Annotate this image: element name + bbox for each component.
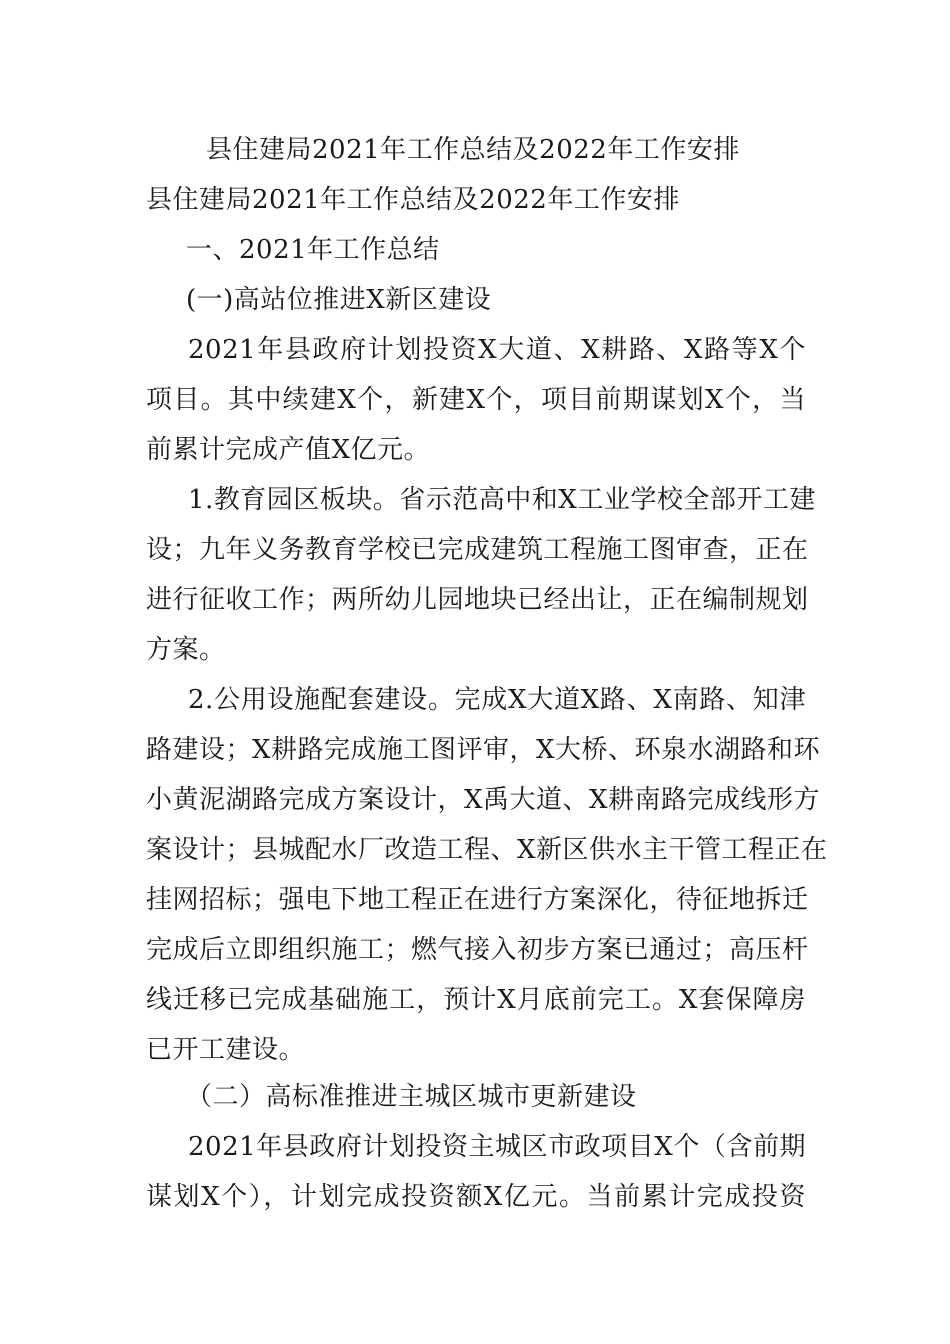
list-item-line: 挂网招标；强电下地工程正在进行方案深化，待征地拆迁 bbox=[146, 885, 809, 915]
list-item-line: 线迁移已完成基础施工，预计X月底前完工。X套保障房 bbox=[146, 985, 806, 1015]
list-item-line: 2.公用设施配套建设。完成X大道X路、X南路、知津 bbox=[188, 685, 806, 715]
list-item-line: 路建设；X耕路完成施工图评审，X大桥、环泉水湖路和环 bbox=[146, 735, 821, 765]
list-item-line: 案设计；县城配水厂改造工程、X新区供水主干管工程正在 bbox=[146, 835, 828, 865]
subsection-heading: （二）高标准推进主城区城市更新建设 bbox=[186, 1082, 637, 1112]
paragraph-line: 项目。其中续建X个，新建X个，项目前期谋划X个，当 bbox=[146, 385, 806, 415]
document-title: 县住建局2021年工作总结及2022年工作安排 bbox=[206, 135, 740, 165]
list-item-line: 已开工建设。 bbox=[146, 1035, 306, 1065]
list-item-line: 进行征收工作；两所幼儿园地块已经出让，正在编制规划 bbox=[146, 585, 809, 615]
list-item-line: 1.教育园区板块。省示范高中和X工业学校全部开工建 bbox=[188, 485, 816, 515]
paragraph-line: 前累计完成产值X亿元。 bbox=[146, 435, 431, 465]
paragraph-line: 2021年县政府计划投资主城区市政项目X个（含前期 bbox=[188, 1132, 806, 1162]
paragraph-line: 2021年县政府计划投资X大道、X耕路、X路等X个 bbox=[188, 335, 806, 365]
list-item-line: 方案。 bbox=[146, 635, 226, 665]
section-heading: 一、2021年工作总结 bbox=[186, 235, 440, 265]
paragraph-line: 谋划X个），计划完成投资额X亿元。当前累计完成投资 bbox=[146, 1182, 806, 1212]
list-item-line: 小黄泥湖路完成方案设计，X禹大道、X耕南路完成线形方 bbox=[146, 785, 821, 815]
subsection-heading: (一)高站位推进X新区建设 bbox=[186, 285, 492, 315]
document-subtitle: 县住建局2021年工作总结及2022年工作安排 bbox=[146, 185, 680, 215]
list-item-line: 完成后立即组织施工；燃气接入初步方案已通过；高压杆 bbox=[146, 935, 809, 965]
list-item-line: 设；九年义务教育学校已完成建筑工程施工图审查，正在 bbox=[146, 535, 809, 565]
